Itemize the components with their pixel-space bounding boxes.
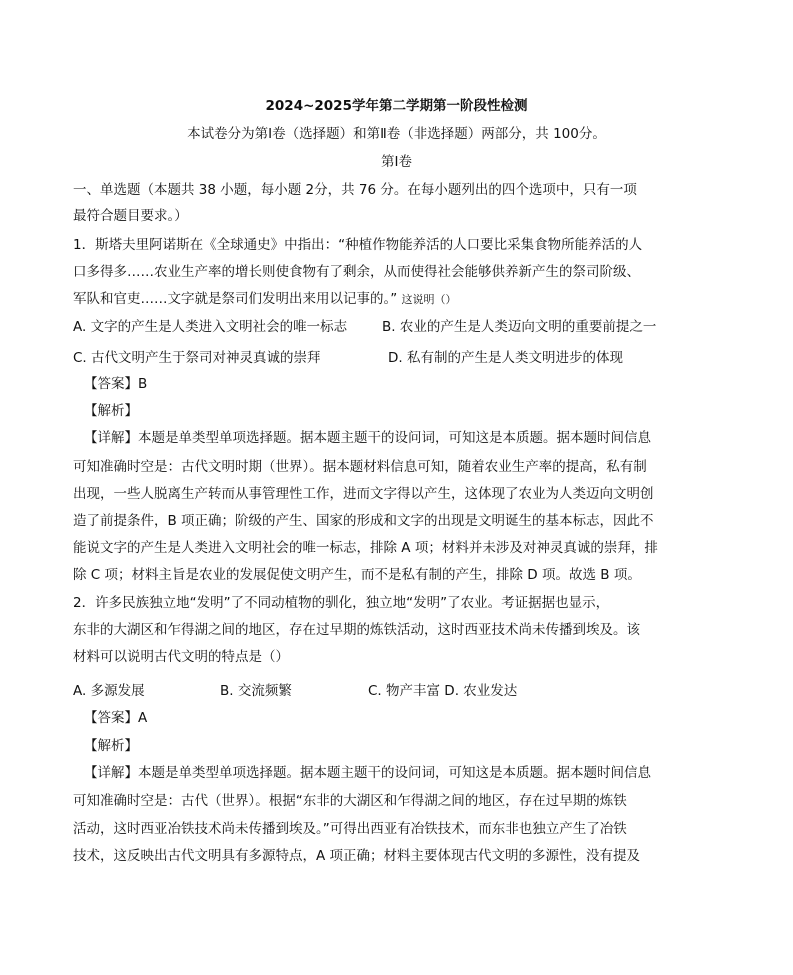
q2-stem-line-3: 材料可以说明古代文明的特点是（） xyxy=(73,649,289,665)
q2-answer: 【答案】A xyxy=(84,710,148,726)
q1-analysis-label: 【解析】 xyxy=(84,403,138,419)
q2-detail-line-4: 技术，这反映出古代文明具有多源特点，A 项正确；材料主要体现古代文明的多源性，没有提及 xyxy=(73,848,641,864)
section-instruction-line-2: 最符合题目要求。） xyxy=(73,208,188,224)
q1-detail-line-5: 能说文字的产生是人类进入文明社会的唯一标志，排除 A 项；材料并未涉及对神灵真诚的崇拜，排 xyxy=(73,540,658,556)
q1-option-c: C. 古代文明产生于祭司对神灵真诚的崇拜 xyxy=(73,350,321,366)
q1-detail-line-3: 出现，一些人脱离生产转而从事管理性工作，进而文字得以产生，这体现了农业为人类迈向文明创 xyxy=(73,486,654,502)
q2-option-a: A. 多源发展 xyxy=(73,683,145,699)
q1-detail-line-1: 【详解】本题是单类型单项选择题。据本题主题干的设问词，可知这是本质题。据本题时间信息 xyxy=(84,430,651,446)
q1-stem-line-3 xyxy=(73,290,457,309)
q1-detail-line-2: 可知准确时空是：古代文明时期（世界）。据本题材料信息可知，随着农业生产率的提高，私有制 xyxy=(73,459,647,475)
q1-option-b: B. 农业的产生是人类迈向文明的重要前提之一 xyxy=(382,319,657,335)
exam-subtitle: 本试卷分为第Ⅰ卷（选择题）和第Ⅱ卷（非选择题）两部分，共 100分。 xyxy=(187,126,606,142)
q2-stem-line-1: 2．许多民族独立地“发明”了不同动植物的驯化，独立地“发明”了农业。考证据据也显示， xyxy=(73,595,610,611)
section-instruction-line-1: 一、单选题（本题共 38 小题，每小题 2分，共 76 分。在每小题列出的四个选项中，只有一项 xyxy=(73,182,637,198)
q2-stem-line-2: 东非的大湖区和乍得湖之间的地区，存在过早期的炼铁活动，这时西亚技术尚未传播到埃及。该 xyxy=(73,622,640,638)
q1-detail-line-4: 造了前提条件，B 项正确；阶级的产生、国家的形成和文字的出现是文明诞生的基本标志，因此不 xyxy=(73,513,654,529)
q2-detail-line-3: 活动，这时西亚冶铁技术尚未传播到埃及。”可得出西亚有冶铁技术，而东非也独立产生了冶铁 xyxy=(73,821,627,837)
q1-question-prompt: 这说明（） xyxy=(401,293,457,306)
q2-option-c-d: C. 物产丰富 D. 农业发达 xyxy=(368,683,518,699)
q1-stem-line-3-text: 军队和官吏……文字就是祭司们发明出来用以记事的。” xyxy=(73,291,398,307)
q1-answer: 【答案】B xyxy=(84,376,148,392)
q2-analysis-label: 【解析】 xyxy=(84,738,138,754)
q1-detail-line-6: 除 C 项；材料主旨是农业的发展促使文明产生，而不是私有制的产生，排除 D 项。故选 B 项。 xyxy=(73,567,641,583)
exam-title: 2024~2025学年第二学期第一阶段性检测 xyxy=(265,98,528,114)
q1-option-d: D. 私有制的产生是人类文明进步的体现 xyxy=(388,350,623,366)
part-heading: 第Ⅰ卷 xyxy=(381,154,412,170)
q1-stem-line-2: 口多得多……农业生产率的增长则使食物有了剩余，从而使得社会能够供养新产生的祭司阶级、 xyxy=(73,264,640,280)
q2-detail-line-1: 【详解】本题是单类型单项选择题。据本题主题干的设问词，可知这是本质题。据本题时间信息 xyxy=(84,765,651,781)
q1-option-a: A. 文字的产生是人类进入文明社会的唯一标志 xyxy=(73,319,348,335)
q2-option-b: B. 交流频繁 xyxy=(220,683,292,699)
q2-detail-line-2: 可知准确时空是：古代（世界）。根据“东非的大湖区和乍得湖之间的地区，存在过早期的炼铁 xyxy=(73,793,627,809)
q1-stem-line-1: 1．斯塔夫里阿诺斯在《全球通史》中指出：“种植作物能养活的人口要比采集食物所能养活的人 xyxy=(73,237,643,253)
